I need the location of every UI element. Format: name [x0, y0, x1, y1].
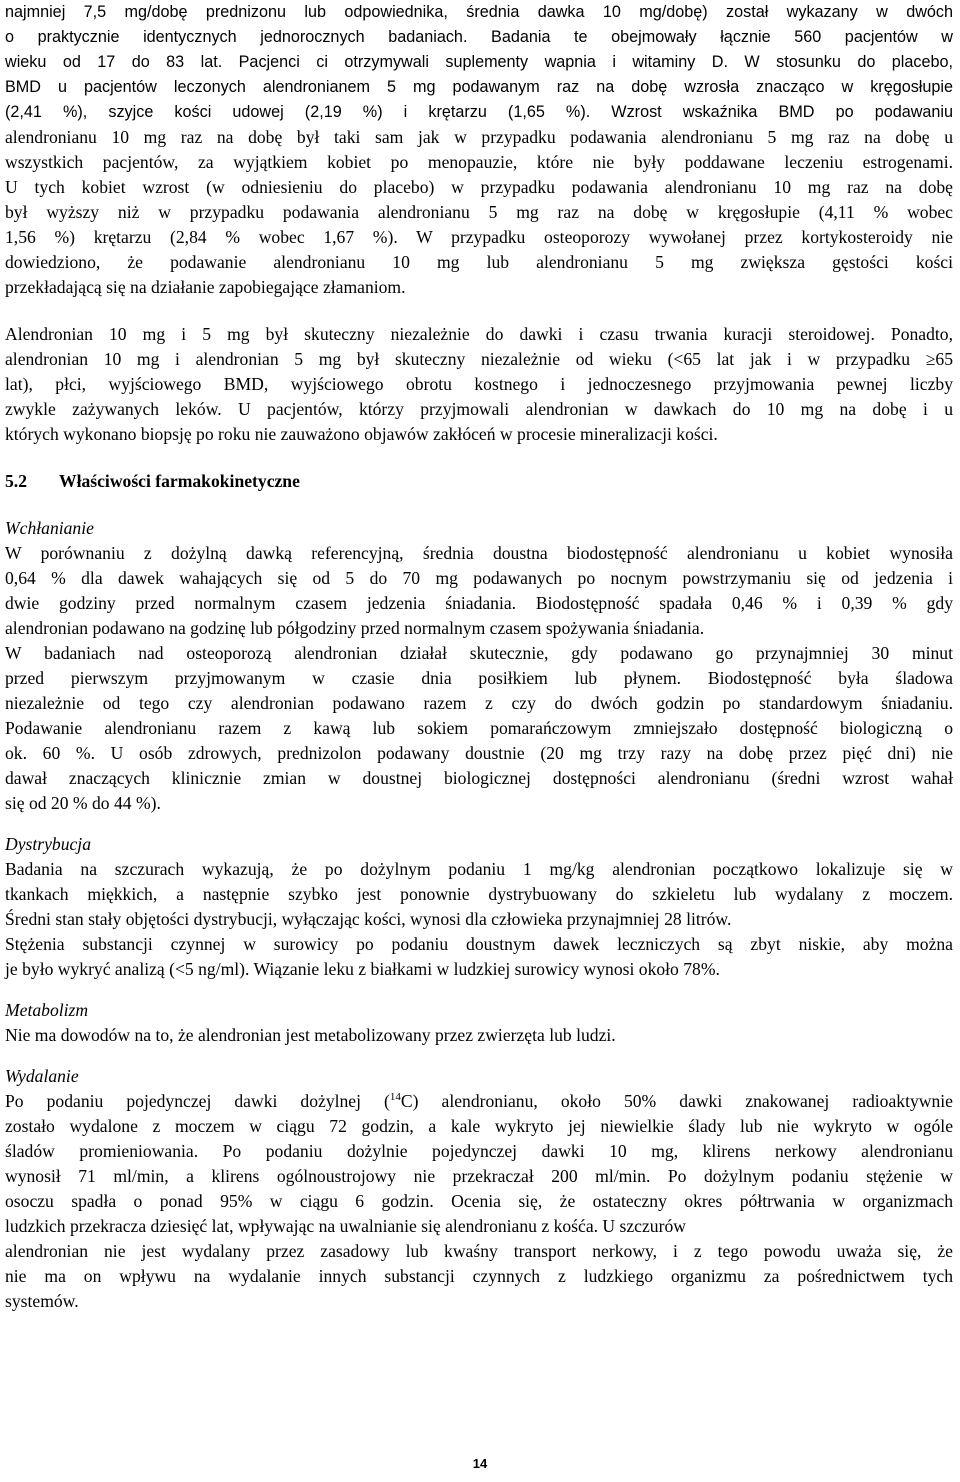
- text-line: alendronianu 10 mg raz na dobę był taki sam jak w przypadku podawania alendronianu 5 mg raz na dobę u: [5, 127, 953, 147]
- text-line: ok. 60 %. U osób zdrowych, prednizolon podawany doustnie (20 mg trzy razy na dobę przez pięć dni) nie: [5, 743, 953, 763]
- text-line: których wykonano biopsję po roku nie zauważono objawów zakłóceń w procesie mineralizacji kości.: [5, 424, 718, 444]
- text-line: Średni stan stały objętości dystrybucji, wyłączając kości, wynosi dla człowieka przynajmniej 28 litrów.: [5, 909, 732, 929]
- text-line: niezależnie od tego czy alendronian podawano razem z czy do dwóch godzin po standardowym śniadaniu.: [5, 693, 953, 713]
- paragraph-metabolizm: [5, 1023, 953, 1048]
- text-line: Badania na szczurach wykazują, że po dożylnym podaniu 1 mg/kg alendronian początkowo lokalizuje się w: [5, 859, 953, 879]
- document-page: [5, 0, 953, 1314]
- text-line: je było wykryć analizą (<5 ng/ml). Wiązanie leku z białkami w ludzkiej surowicy wynosi około 78%.: [5, 959, 720, 979]
- text-line: alendronian 10 mg i alendronian 5 mg był skuteczny niezależnie od wieku (<65 lat jak i w przypadku ≥65: [5, 349, 953, 369]
- text-line: W badaniach nad osteoporozą alendronian działał skutecznie, gdy podawano go przynajmniej 30 minut: [5, 643, 953, 663]
- text-line: BMD u pacjentów leczonych alendronianem 5 mg podawanym raz na dobę wzrosła znacząco w kręgosłupie: [5, 78, 953, 96]
- paragraph-corticosteroid-osteoporosis: [5, 0, 953, 300]
- section-title: Właściwości farmakokinetyczne: [59, 471, 300, 491]
- text-line: dawał znaczących klinicznie zmian w doustnej biologicznej dostępności alendronianu (średni wzrost wahał: [5, 768, 953, 788]
- section-heading: [5, 469, 953, 494]
- text-line: dwie godziny przed normalnym czasem jedzenia śniadania. Biodostępność spadała 0,46 % i 0,39 % gdy: [5, 593, 953, 613]
- text-line: śladów promieniowania. Po podaniu dożylnie pojedynczej dawki 10 mg, klirens nerkowy alendronianu: [5, 1141, 953, 1161]
- page-number: 14: [472, 1456, 488, 1471]
- text-line: tkankach miękkich, a następnie szybko jest ponownie dystrybuowany do szkieletu lub wydalany z moczem.: [5, 884, 953, 904]
- text-line: wynosił 71 ml/min, a klirens ogólnoustrojowy nie przekraczał 200 ml/min. Po dożylnym podaniu stężenie w: [5, 1166, 953, 1186]
- text-line: przed pierwszym przyjmowanym w czasie dnia posiłkiem lub płynem. Biodostępność była śladowa: [5, 668, 953, 688]
- text-line: Podawanie alendronianu razem z kawą lub sokiem pomarańczowym zmniejszało dostępność biologiczną o: [5, 718, 953, 738]
- subheading-wydalanie: Wydalanie: [5, 1066, 79, 1086]
- text-line: alendronian nie jest wydalany przez zasadowy lub kwaśny transport nerkowy, i z tego powodu uważa się, że: [5, 1241, 953, 1261]
- text-line: 1,56 %) krętarzu (2,84 % wobec 1,67 %). W przypadku osteoporozy wywołanej przez kortykosteroidy nie: [5, 227, 953, 247]
- text-line: dowiedziono, że podawanie alendronianu 10 mg lub alendronianu 5 mg zwiększa gęstości kości: [5, 252, 953, 272]
- paragraph-wchlanianie: [5, 541, 953, 816]
- text-line: nie ma on wpływu na wydalanie innych substancji czynnych z ludzkiego organizmu za pośrednictwem tych: [5, 1266, 953, 1286]
- text-line: przekładającą się na działanie zapobiegające złamaniom.: [5, 277, 406, 297]
- paragraph-wydalanie: [5, 1089, 953, 1314]
- text-fragment: C) alendronianu, około 50% dawki znakowanej radioaktywnie: [400, 1091, 953, 1111]
- text-line: Alendronian 10 mg i 5 mg był skuteczny niezależnie do dawki i czasu trwania kuracji steroidowej. Ponadto,: [5, 324, 953, 344]
- text-line: o praktycznie identycznych jednorocznych badaniach. Badania te obejmowały łącznie 560 pacjentów w: [5, 28, 953, 46]
- text-line: wszystkich pacjentów, za wyjątkiem kobiet po menopauzie, które nie były poddawane leczeniu estrogenami.: [5, 152, 953, 172]
- paragraph-efficacy-independence: [5, 322, 953, 447]
- text-line: wieku od 17 do 83 lat. Pacjenci ci otrzymywali suplementy wapnia i witaminy D. W stosunku do placebo,: [5, 53, 953, 71]
- text-line: zwykle zażywanych leków. U pacjentów, którzy przyjmowali alendronian w dawkach do 10 mg na dobę i u: [5, 399, 953, 419]
- isotope-superscript: 14: [389, 1091, 401, 1103]
- text-line: zostało wydalone z moczem w ciągu 72 godzin, a kale wykryto jej niewielkie ślady lub nie wykryto w ogóle: [5, 1116, 953, 1136]
- text-line: Nie ma dowodów na to, że alendronian jest metabolizowany przez zwierzęta lub ludzi.: [5, 1025, 616, 1045]
- section-number: 5.2: [5, 471, 27, 491]
- text-line: alendronian podawano na godzinę lub półgodziny przed normalnym czasem spożywania śniadania.: [5, 618, 705, 638]
- text-line: 0,64 % dla dawek wahających się od 5 do 70 mg podawanych po nocnym powstrzymaniu się od jedzenia i: [5, 568, 953, 588]
- text-line: [5, 1089, 953, 1114]
- subheading-metabolizm: Metabolizm: [5, 1000, 89, 1020]
- text-line: U tych kobiet wzrost (w odniesieniu do placebo) w przypadku podawania alendronianu 10 mg raz na dobę: [5, 177, 953, 197]
- text-line: był wyższy niż w przypadku podawania alendronianu 5 mg raz na dobę w kręgosłupie (4,11 % wobec: [5, 202, 953, 222]
- text-line: osoczu spadła o ponad 95% w ciągu 6 godzin. Ocenia się, że ostateczny okres półtrwania w organizmach: [5, 1191, 953, 1211]
- subheading-dystrybucja: Dystrybucja: [5, 834, 91, 854]
- text-line: systemów.: [5, 1291, 79, 1311]
- text-line: lat), płci, wyjściowego BMD, wyjściowego obrotu kostnego i jednoczesnego przyjmowania pewnej liczby: [5, 374, 953, 394]
- text-line: Stężenia substancji czynnej w surowicy po podaniu doustnym dawek leczniczych są zbyt niskie, aby można: [5, 934, 953, 954]
- paragraph-dystrybucja: [5, 857, 953, 982]
- text-line: się od 20 % do 44 %).: [5, 793, 161, 813]
- text-line: ludzkich przekracza dziesięć lat, wpływając na uwalnianie się alendronianu z kośća. U szczurów: [5, 1216, 686, 1236]
- text-line: W porównaniu z dożylną dawką referencyjną, średnia doustna biodostępność alendronianu u kobiet wynosiła: [5, 543, 953, 563]
- text-line: (2,41 %), szyjce kości udowej (2,19 %) i krętarzu (1,65 %). Wzrost wskaźnika BMD po podawaniu: [5, 103, 953, 121]
- text-fragment: Po podaniu pojedynczej dawki dożylnej (: [5, 1091, 390, 1111]
- subheading-wchlanianie: Wchłanianie: [5, 518, 94, 538]
- text-line: najmniej 7,5 mg/dobę prednizonu lub odpowiednika, średnia dawka 10 mg/dobę) został wykazany w dwóch: [5, 3, 953, 21]
